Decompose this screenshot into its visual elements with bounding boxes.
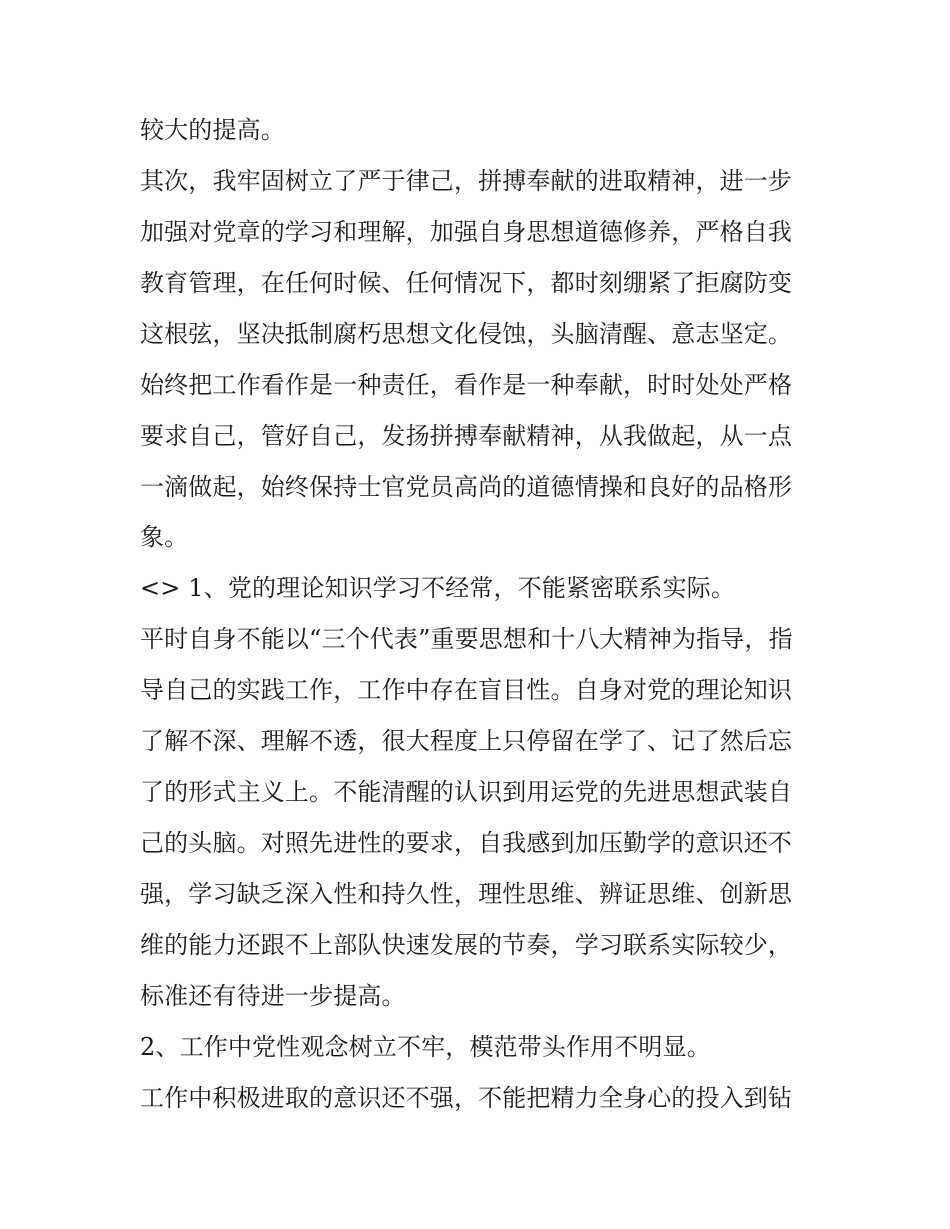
text-line: 导自己的实践工作，工作中存在盲目性。自身对党的理论知识 <box>140 676 793 704</box>
text-line: 标准还有待进一步提高。 <box>140 982 406 1010</box>
text-line: 平时自身不能以“三个代表”重要思想和十八大精神为指导，指 <box>140 625 793 653</box>
section-heading: 2、工作中党性观念树立不牢，模范带头作用不明显。 <box>140 1033 711 1061</box>
text-line: 较大的提高。 <box>140 116 285 144</box>
text-line: 始终把工作看作是一种责任，看作是一种奉献，时时处处严格 <box>140 371 793 399</box>
text-line: 维的能力还跟不上部队快速发展的节奏，学习联系实际较少， <box>140 931 793 959</box>
text-line: 这根弦，坚决抵制腐朽思想文化侵蚀，头脑清醒、意志坚定。 <box>140 320 793 348</box>
text-line: 己的头脑。对照先进性的要求，自我感到加压勤学的意识还不 <box>140 829 793 857</box>
text-line: 了的形式主义上。不能清醒的认识到用运党的先进思想武装自 <box>140 778 793 806</box>
section-heading: <> 1、党的理论知识学习不经常，不能紧密联系实际。 <box>140 574 736 602</box>
text-line: 强，学习缺乏深入性和持久性，理性思维、辨证思维、创新思 <box>140 880 793 908</box>
text-line: 教育管理，在任何时候、任何情况下，都时刻绷紧了拒腐防变 <box>140 269 793 297</box>
text-line: 工作中积极进取的意识还不强，不能把精力全身心的投入到钻 <box>140 1084 793 1112</box>
text-line: 其次，我牢固树立了严于律己，拼搏奉献的进取精神，进一步 <box>140 167 793 195</box>
text-line: 一滴做起，始终保持士官党员高尚的道德情操和良好的品格形 <box>140 473 793 501</box>
text-line: 加强对党章的学习和理解，加强自身思想道德修养，严格自我 <box>140 218 793 246</box>
text-line: 了解不深、理解不透，很大程度上只停留在学了、记了然后忘 <box>140 727 793 755</box>
text-line: 要求自己，管好自己，发扬拼搏奉献精神，从我做起，从一点 <box>140 422 793 450</box>
text-line: 象。 <box>140 523 189 551</box>
